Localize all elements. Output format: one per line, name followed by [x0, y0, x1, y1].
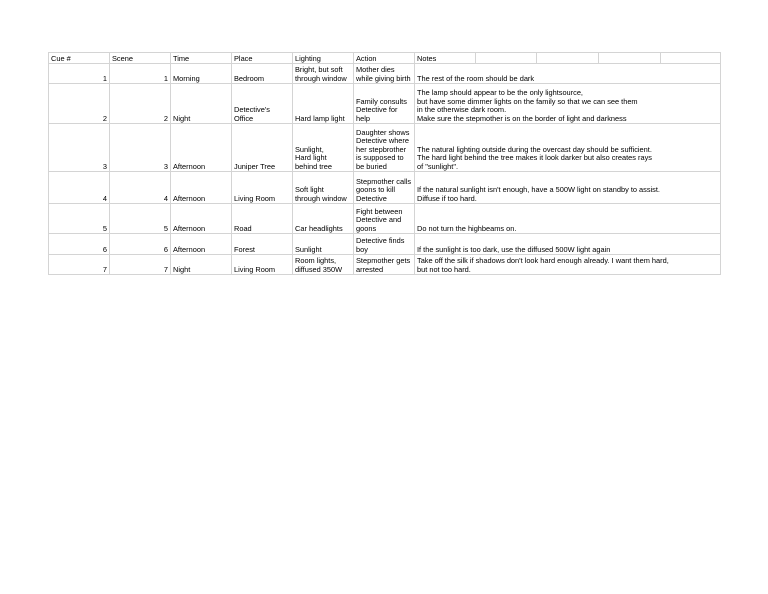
notes-text: The rest of the room should be dark [417, 73, 535, 83]
cell-notes[interactable] [415, 255, 721, 275]
notes-text: The lamp should appear to be the only lightsource, but have some dimmer lights on the family so that we can see them in the otherwise dark room. Make sure the stepmother is on the border of light and darkness [417, 88, 638, 123]
empty-cell[interactable] [476, 53, 537, 64]
cell-action[interactable]: Daughter shows Detective where her stepbrother is supposed to be buried [354, 124, 415, 172]
cell-place[interactable]: Living Room [232, 255, 293, 275]
cue-sheet-table [48, 52, 721, 275]
cell-notes[interactable] [415, 84, 721, 124]
cell-lighting[interactable]: Sunlight [293, 234, 354, 255]
cell-time[interactable]: Afternoon [171, 204, 232, 234]
cell-scene[interactable]: 5 [110, 204, 171, 234]
cell-scene[interactable]: 4 [110, 172, 171, 204]
header-cue[interactable]: Cue # [49, 53, 110, 64]
cell-action[interactable]: Stepmother gets arrested [354, 255, 415, 275]
notes-text: Take off the silk if shadows don't look hard enough already. I want them hard, but not too hard. [417, 256, 669, 274]
cell-lighting[interactable]: Soft light through window [293, 172, 354, 204]
cell-action[interactable]: Detective finds boy [354, 234, 415, 255]
cell-lighting[interactable]: Car headlights [293, 204, 354, 234]
cell-lighting[interactable]: Sunlight, Hard light behind tree [293, 124, 354, 172]
cell-action[interactable]: Stepmother calls goons to kill Detective [354, 172, 415, 204]
cell-cue[interactable]: 4 [49, 172, 110, 204]
cell-lighting[interactable]: Hard lamp light [293, 84, 354, 124]
table-row [49, 234, 721, 255]
header-scene[interactable]: Scene [110, 53, 171, 64]
cell-time[interactable]: Afternoon [171, 124, 232, 172]
cell-time[interactable]: Morning [171, 64, 232, 84]
cell-time[interactable]: Afternoon [171, 234, 232, 255]
cell-cue[interactable]: 6 [49, 234, 110, 255]
cell-place[interactable]: Living Room [232, 172, 293, 204]
notes-text: If the natural sunlight isn't enough, have a 500W light on standby to assist. Diffuse if too hard. [417, 185, 660, 203]
table-row [49, 204, 721, 234]
cell-lighting[interactable]: Bright, but soft through window [293, 64, 354, 84]
table-row [49, 255, 721, 275]
cell-place[interactable]: Bedroom [232, 64, 293, 84]
notes-text: If the sunlight is too dark, use the diffused 500W light again [417, 244, 611, 254]
notes-text: The natural lighting outside during the overcast day should be sufficient. The hard light behind the tree makes it look darker but also creates rays of "sunlight". [417, 144, 652, 171]
header-place[interactable]: Place [232, 53, 293, 64]
cell-action[interactable]: Family consults Detective for help [354, 84, 415, 124]
cell-time[interactable]: Night [171, 255, 232, 275]
cell-scene[interactable]: 6 [110, 234, 171, 255]
cell-notes[interactable] [415, 172, 721, 204]
cell-cue[interactable]: 7 [49, 255, 110, 275]
table-row [49, 84, 721, 124]
cell-notes[interactable] [415, 64, 721, 84]
cell-notes[interactable] [415, 234, 721, 255]
header-time[interactable]: Time [171, 53, 232, 64]
cell-scene[interactable]: 1 [110, 64, 171, 84]
cell-place[interactable]: Detective's Office [232, 84, 293, 124]
header-row [49, 53, 721, 64]
table-row [49, 64, 721, 84]
empty-cell[interactable] [599, 53, 661, 64]
cell-cue[interactable]: 1 [49, 64, 110, 84]
cell-cue[interactable]: 5 [49, 204, 110, 234]
cell-time[interactable]: Afternoon [171, 172, 232, 204]
cell-action[interactable]: Fight between Detective and goons [354, 204, 415, 234]
cell-cue[interactable]: 3 [49, 124, 110, 172]
cell-place[interactable]: Juniper Tree [232, 124, 293, 172]
header-lighting[interactable]: Lighting [293, 53, 354, 64]
cell-place[interactable]: Road [232, 204, 293, 234]
cell-time[interactable]: Night [171, 84, 232, 124]
empty-cell[interactable] [537, 53, 599, 64]
cell-lighting[interactable]: Room lights, diffused 350W [293, 255, 354, 275]
cell-scene[interactable]: 3 [110, 124, 171, 172]
empty-cell[interactable] [661, 53, 721, 64]
cell-action[interactable]: Mother dies while giving birth [354, 64, 415, 84]
cell-scene[interactable]: 2 [110, 84, 171, 124]
cell-scene[interactable]: 7 [110, 255, 171, 275]
cell-place[interactable]: Forest [232, 234, 293, 255]
notes-text: Do not turn the highbeams on. [417, 223, 517, 233]
cell-cue[interactable]: 2 [49, 84, 110, 124]
cell-notes[interactable] [415, 124, 721, 172]
header-action[interactable]: Action [354, 53, 415, 64]
table-row [49, 124, 721, 172]
header-notes[interactable]: Notes [415, 53, 476, 64]
cell-notes[interactable] [415, 204, 721, 234]
table-row [49, 172, 721, 204]
